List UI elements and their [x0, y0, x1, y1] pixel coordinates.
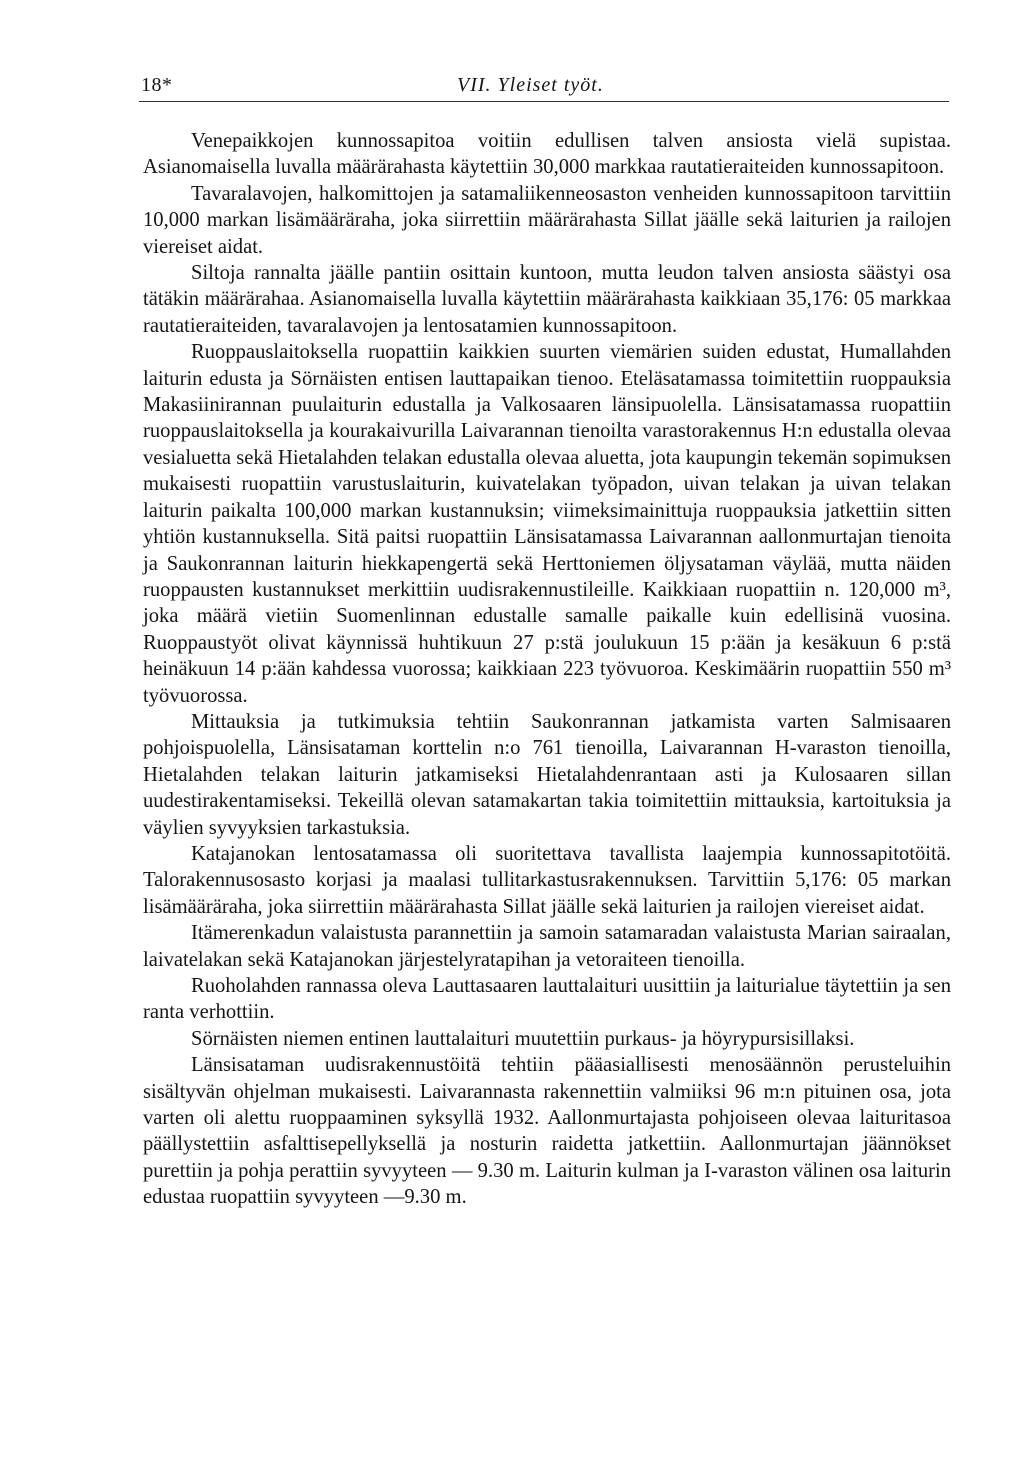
paragraph: Itämerenkadun valaistusta parannettiin ja samoin satamaradan valaistusta Marian sairaalan, laivatelakan sekä Katajanokan järjestelyratapihan ja vetoraiteen tienoilla. — [143, 922, 951, 971]
paragraph: Tavaralavojen, halkomittojen ja satamaliikenneosaston venheiden kunnossapitoon tarvittiin 10,000 markan lisämääräraha, joka siirrettiin määrärahasta Sillat jäälle sekä laiturien ja railojen viereiset aidat. — [143, 182, 951, 258]
page-number: 18* — [141, 74, 173, 96]
page-header — [143, 68, 951, 102]
paragraph: Siltoja rannalta jäälle pantiin osittain kuntoon, mutta leudon talven ansiosta säästyi osa tätäkin määrärahaa. Asianomaisella luvalla käytettiin määrärahasta kaikkiaan 35,176: 05 markkaa rautatieraiteiden, tavaralavojen ja lentosatamien kunnossapitoon. — [143, 262, 951, 337]
paragraph: Sörnäisten niemen entinen lauttalaituri muutettiin purkaus- ja höyrypursisillaksi. — [191, 1027, 855, 1050]
paragraph: Ruoholahden rannassa oleva Lauttasaaren lauttalaituri uusittiin ja laiturialue täytettiin ja sen ranta verhottiin. — [143, 975, 951, 1024]
paragraph: Katajanokan lentosatamassa oli suoritettava tavallista laajempia kunnossapitotöitä. Talorakennusosasto korjasi ja maalasi tullitarkastusrakennuksen. Tarvittiin 5,176: 05 markan lisämääräraha, joka siirrettiin määrärahasta Sillat jäälle sekä laiturien ja railojen viereiset aidat. — [143, 842, 951, 918]
body-text — [143, 128, 951, 1211]
paragraph: Länsisataman uudisrakennustöitä tehtiin pääasiallisesti menosäännön perusteluihin sisältyvän ohjelman mukaisesti. Laivarannasta rakennettiin valmiiksi 96 m:n pituinen osa, jota varten oli alettu ruoppaaminen syksyllä 1932. Aallonmurtajasta pohjoiseen olevaa laituritasoa päällystettiin asfalttisepellyksellä ja nosturin raidetta jatkettiin. Aallonmurtajan jäännökset purettiin ja pohja perattiin syvyyteen — 9.30 m. Laiturin kulman ja I-varaston välinen osa laiturin edustaa ruopattiin syvyyteen —9.30 m. — [143, 1054, 951, 1209]
paragraph: Venepaikkojen kunnossapitoa voitiin edullisen talven ansiosta vielä supistaa. Asianomaisella luvalla määrärahasta käytettiin 30,000 markkaa rautatieraiteiden kunnossapitoon. — [143, 130, 951, 179]
paragraph: Mittauksia ja tutkimuksia tehtiin Saukonrannan jatkamista varten Salmisaaren pohjoispuolella, Länsisataman korttelin n:o 761 tienoilla, Laivarannan H-varaston tienoilla, Hietalahden telakan laiturin jatkamiseksi Hietalahdenrantaan asti ja Kulosaaren sillan uudestirakentamiseksi. Tekeillä olevan satamakartan takia toimitettiin mittauksia, kartoituksia ja väylien syvyyksien tarkastuksia. — [143, 710, 951, 839]
paragraph: Ruoppauslaitoksella ruopattiin kaikkien suurten viemärien suiden edustat, Humallahden laiturin edusta ja Sörnäisten entisen lauttapaikan tienoo. Eteläsatamassa toimitettiin ruoppauksia Makasiinirannan puulaiturin edustalla ja Valkosaaren länsipuolella. Länsisatamassa ruopattiin ruoppauslaitoksella ja kourakaivurilla Laivarannan tienoilta varastorakennus H:n edustalla olevaa vesialuetta sekä Hietalahden telakan edustalla olevaa aluetta, jota kaupungin tekemän sopimuksen mukaisesti ruopattiin varustuslaiturin, kuivatelakan työpadon, uivan telakan ja uivan telakan laiturin paikalta 100,000 markan kustannuksin; viimeksimainittuja ruoppauksia jatkettiin sitten yhtiön kustannuksella. Sitä paitsi ruopattiin Länsisatamassa Laivarannan aallonmurtajan tienoita ja Saukonrannan laiturin hiekkapengertä sekä Herttoniemen öljysataman väylää, mutta näiden ruoppausten kustannukset merkittiin uudisrakennustileille. Kaikkiaan ruopattiin n. 120,000 m³, joka määrä vietiin Suomenlinnan edustalle samalle paikalle kuin edellisinä vuosina. Ruoppaustyöt olivat käynnissä huhtikuun 27 p:stä joulukuun 15 p:ään ja kesäkuun 6 p:stä heinäkuun 14 p:ään kahdessa vuorossa; kaikkiaan 223 työvuoroa. Keskimäärin ruopattiin 550 m³ työvuorossa. — [143, 341, 952, 707]
document-page — [141, 68, 952, 1209]
running-title: VII. Yleiset työt. — [457, 74, 604, 96]
header-rule — [139, 101, 949, 102]
